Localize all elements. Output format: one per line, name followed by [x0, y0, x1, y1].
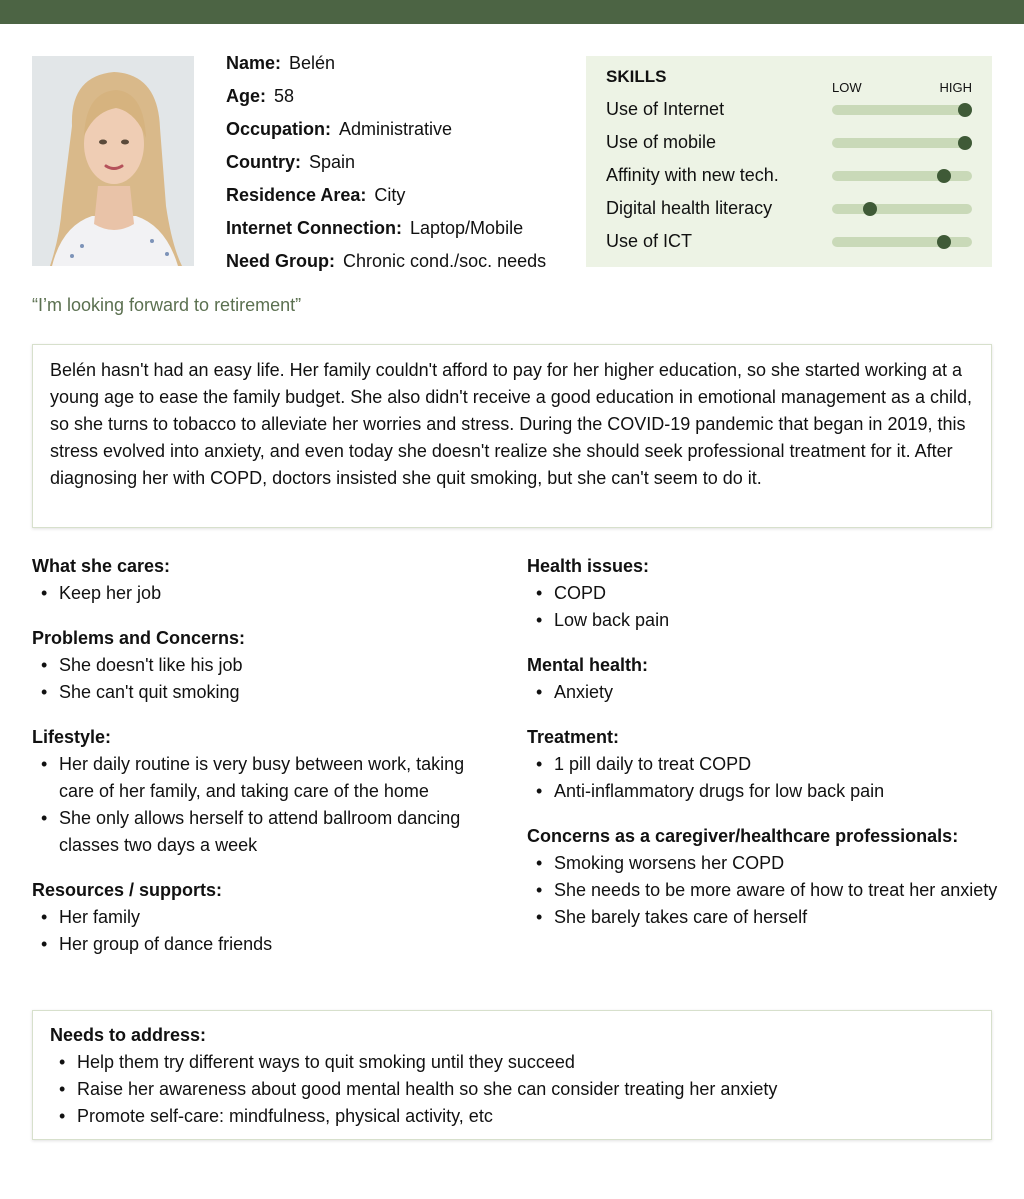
section-treatment [527, 724, 1007, 805]
list-item: • Low back pain [527, 607, 1007, 634]
persona-quote: “I’m looking forward to retirement” [32, 295, 302, 315]
skills-high-label: HIGH [939, 80, 972, 95]
list-item: • Her group of dance friends [32, 931, 502, 958]
skill-row-ict [606, 228, 972, 254]
section-title: Lifestyle: [32, 727, 112, 747]
skill-track [832, 171, 972, 181]
profile-country: Country: Spain [226, 152, 356, 172]
skill-name: Use of mobile [606, 132, 717, 152]
list-item: • Her family [32, 904, 502, 931]
profile-internet-connection: Internet Connection: Laptop/Mobile [226, 218, 524, 238]
list-item: • Raise her awareness about good mental health so she can consider treating her anxiety [50, 1076, 974, 1103]
header-bar [0, 0, 1024, 24]
list-item: • She only allows herself to attend ballroom dancing classes two days a week [32, 805, 502, 859]
section-mental-health [527, 652, 1007, 706]
skills-panel [586, 56, 992, 267]
section-caregiver-concerns [527, 823, 1007, 931]
section-lifestyle [32, 724, 502, 859]
skill-level-knob [937, 235, 951, 249]
section-title: Problems and Concerns: [32, 628, 246, 648]
section-title: What she cares: [32, 556, 171, 576]
skill-level-knob [937, 169, 951, 183]
list-item: • She barely takes care of herself [527, 904, 1007, 931]
skills-title: SKILLS [606, 67, 667, 86]
skill-row-mobile [606, 129, 972, 155]
skill-track [832, 204, 972, 214]
skill-row-digital-health [606, 195, 972, 221]
skill-track [832, 138, 972, 148]
skill-level-knob [863, 202, 877, 216]
section-title: Mental health: [527, 655, 649, 675]
list-item: • Anti-inflammatory drugs for low back pain [527, 778, 1007, 805]
profile-need-group: Need Group: Chronic cond./soc. needs [226, 251, 547, 271]
needs-box [32, 1010, 992, 1140]
list-item: • Promote self-care: mindfulness, physical activity, etc [50, 1103, 974, 1130]
persona-photo [32, 56, 194, 266]
section-title: Health issues: [527, 556, 650, 576]
persona-bio: Belén hasn't had an easy life. Her family couldn't afford to pay for her higher education, so she started working at a young age to ease the family budget. She also didn't receive a good education in emotional management as a child, so she turns to tobacco to alleviate her worries and stress. During the COVID-19 pandemic that began in 2019, this stress evolved into anxiety, and even today she doesn't realize she should seek professional treatment for it. After diagnosing her with COPD, doctors insisted she quit smoking, but she can't seem to do it. [32, 344, 992, 528]
skill-name: Affinity with new tech. [606, 165, 779, 185]
section-title: Treatment: [527, 727, 620, 747]
skill-name: Digital health literacy [606, 198, 773, 218]
skill-track [832, 105, 972, 115]
list-item: • She can't quit smoking [32, 679, 502, 706]
list-item: • Smoking worsens her COPD [527, 850, 1007, 877]
list-item: • COPD [527, 580, 1007, 607]
section-title: Resources / supports: [32, 880, 223, 900]
section-what-she-cares [32, 553, 502, 607]
list-item: • Anxiety [527, 679, 1007, 706]
skill-name: Use of Internet [606, 99, 725, 119]
profile-residence-area: Residence Area: City [226, 185, 406, 205]
list-item: • 1 pill daily to treat COPD [527, 751, 1007, 778]
skill-row-internet [606, 96, 972, 122]
skill-name: Use of ICT [606, 231, 693, 251]
portrait-illustration [32, 56, 194, 266]
profile-occupation: Occupation: Administrative [226, 119, 453, 139]
list-item: • She needs to be more aware of how to treat her anxiety [527, 877, 1007, 904]
list-item: • Help them try different ways to quit smoking until they succeed [50, 1049, 974, 1076]
skill-level-knob [958, 136, 972, 150]
skill-row-new-tech [606, 162, 972, 188]
section-resources-supports [32, 877, 502, 958]
needs-title: Needs to address: [50, 1025, 207, 1045]
skill-level-knob [958, 103, 972, 117]
section-title: Concerns as a caregiver/healthcare professionals: [527, 826, 959, 846]
profile-info [226, 50, 546, 281]
section-health-issues [527, 553, 1007, 634]
list-item: • She doesn't like his job [32, 652, 502, 679]
right-column [527, 553, 1007, 949]
left-column [32, 553, 502, 976]
section-problems-concerns [32, 625, 502, 706]
skill-track [832, 237, 972, 247]
skills-low-label: LOW [832, 80, 862, 95]
profile-age: Age: 58 [226, 86, 295, 106]
list-item: • Keep her job [32, 580, 502, 607]
list-item: • Her daily routine is very busy between work, taking care of her family, and taking care of the home [32, 751, 502, 805]
profile-name: Name: Belén [226, 53, 336, 73]
